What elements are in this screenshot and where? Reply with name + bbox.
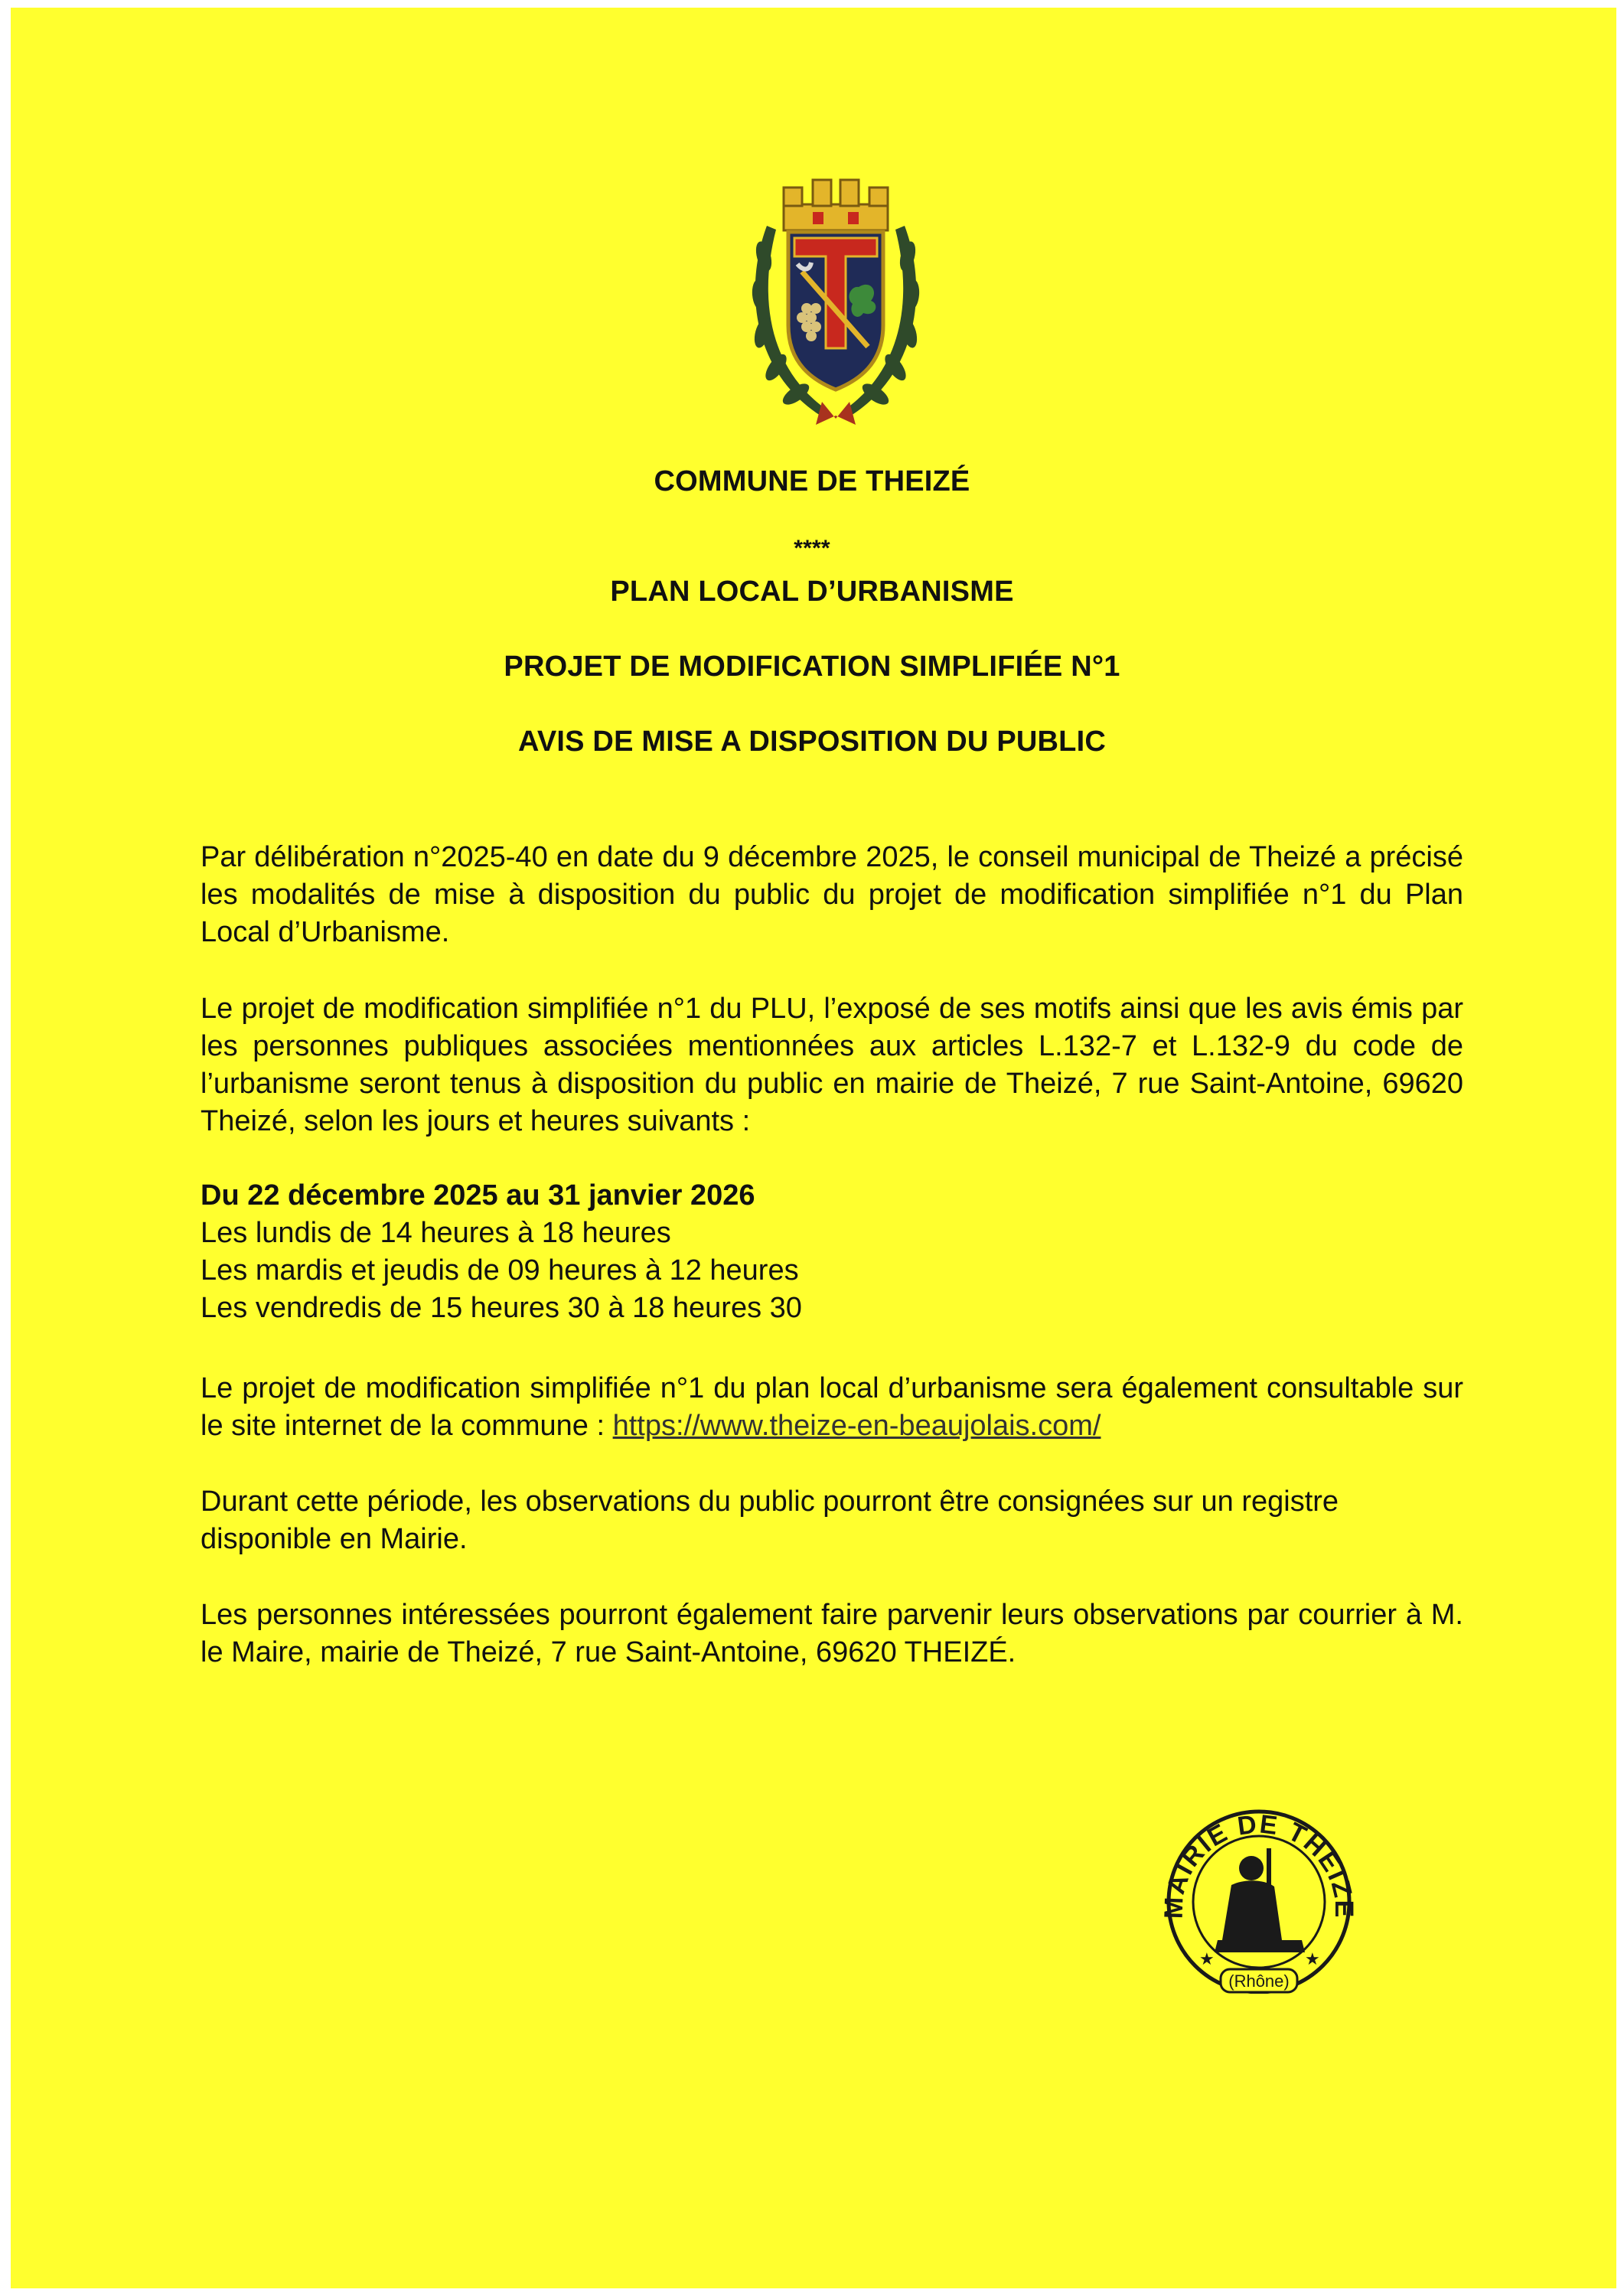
paragraph-deliberation: Par délibération n°2025-40 en date du 9 décembre 2025, le conseil municipal de Theizé a précisé les modalités de mise à disposition du public du projet de modification simplifiée n°1 du Plan Local d’Urbanisme.: [201, 841, 1463, 948]
schedule-line: Les mardis et jeudis de 09 heures à 12 heures: [201, 1254, 799, 1287]
paragraph-website: [201, 1370, 1463, 1445]
schedule-line: Les lundis de 14 heures à 18 heures: [201, 1217, 671, 1249]
paragraph-courrier: Les personnes intéressées pourront également faire parvenir leurs observations par courrier à M. le Maire, mairie de Theizé, 7 rue Saint-Antoine, 69620 THEIZÉ.: [201, 1599, 1463, 1668]
schedule-block: [201, 1177, 1463, 1327]
mairie-stamp-seal: [1152, 1795, 1366, 1994]
commune-title: COMMUNE DE THEIZÉ: [654, 465, 970, 497]
mural-crown-icon: [784, 180, 888, 230]
stamp-figure-icon: [1215, 1848, 1305, 1952]
avis-title: AVIS DE MISE A DISPOSITION DU PUBLIC: [518, 726, 1106, 758]
paragraph-project: Le projet de modification simplifiée n°1 du PLU, l’exposé de ses motifs ainsi que les avis émis par les personnes publiques associées mentionnées aux articles L.132-7 et L.132-9 du code de l’urbanisme seront tenus à disposition du public en mairie de Theizé, 7 rue Saint-Antoine, 69620 Theizé, selon les jours et heures suivants :: [201, 993, 1463, 1137]
schedule-period: Du 22 décembre 2025 au 31 janvier 2026: [201, 1179, 755, 1212]
svg-text:(Rhône): (Rhône): [1228, 1971, 1290, 1991]
schedule-line: Les vendredis de 15 heures 30 à 18 heures 30: [201, 1292, 802, 1324]
website-text: Le projet de modification simplifiée n°1 du plan local d’urbanisme sera également consultable sur le site internet de la commune :: [201, 1372, 1463, 1442]
website-link[interactable]: https://www.theize-en-beaujolais.com/: [612, 1410, 1101, 1442]
svg-text:MAIRIE DE THEIZE: MAIRIE DE THEIZE: [1159, 1809, 1359, 1919]
plan-title: PLAN LOCAL D’URBANISME: [610, 576, 1014, 608]
paragraph-observations: Durant cette période, les observations du public pourront être consignées sur un registre disponible en Mairie.: [201, 1486, 1339, 1555]
projet-title: PROJET DE MODIFICATION SIMPLIFIÉE N°1: [504, 651, 1120, 683]
heading-separator: ****: [794, 536, 830, 561]
coat-of-arms-logo: [736, 172, 935, 432]
svg-text:★: ★: [1199, 1950, 1215, 1969]
svg-text:★: ★: [1305, 1950, 1320, 1969]
